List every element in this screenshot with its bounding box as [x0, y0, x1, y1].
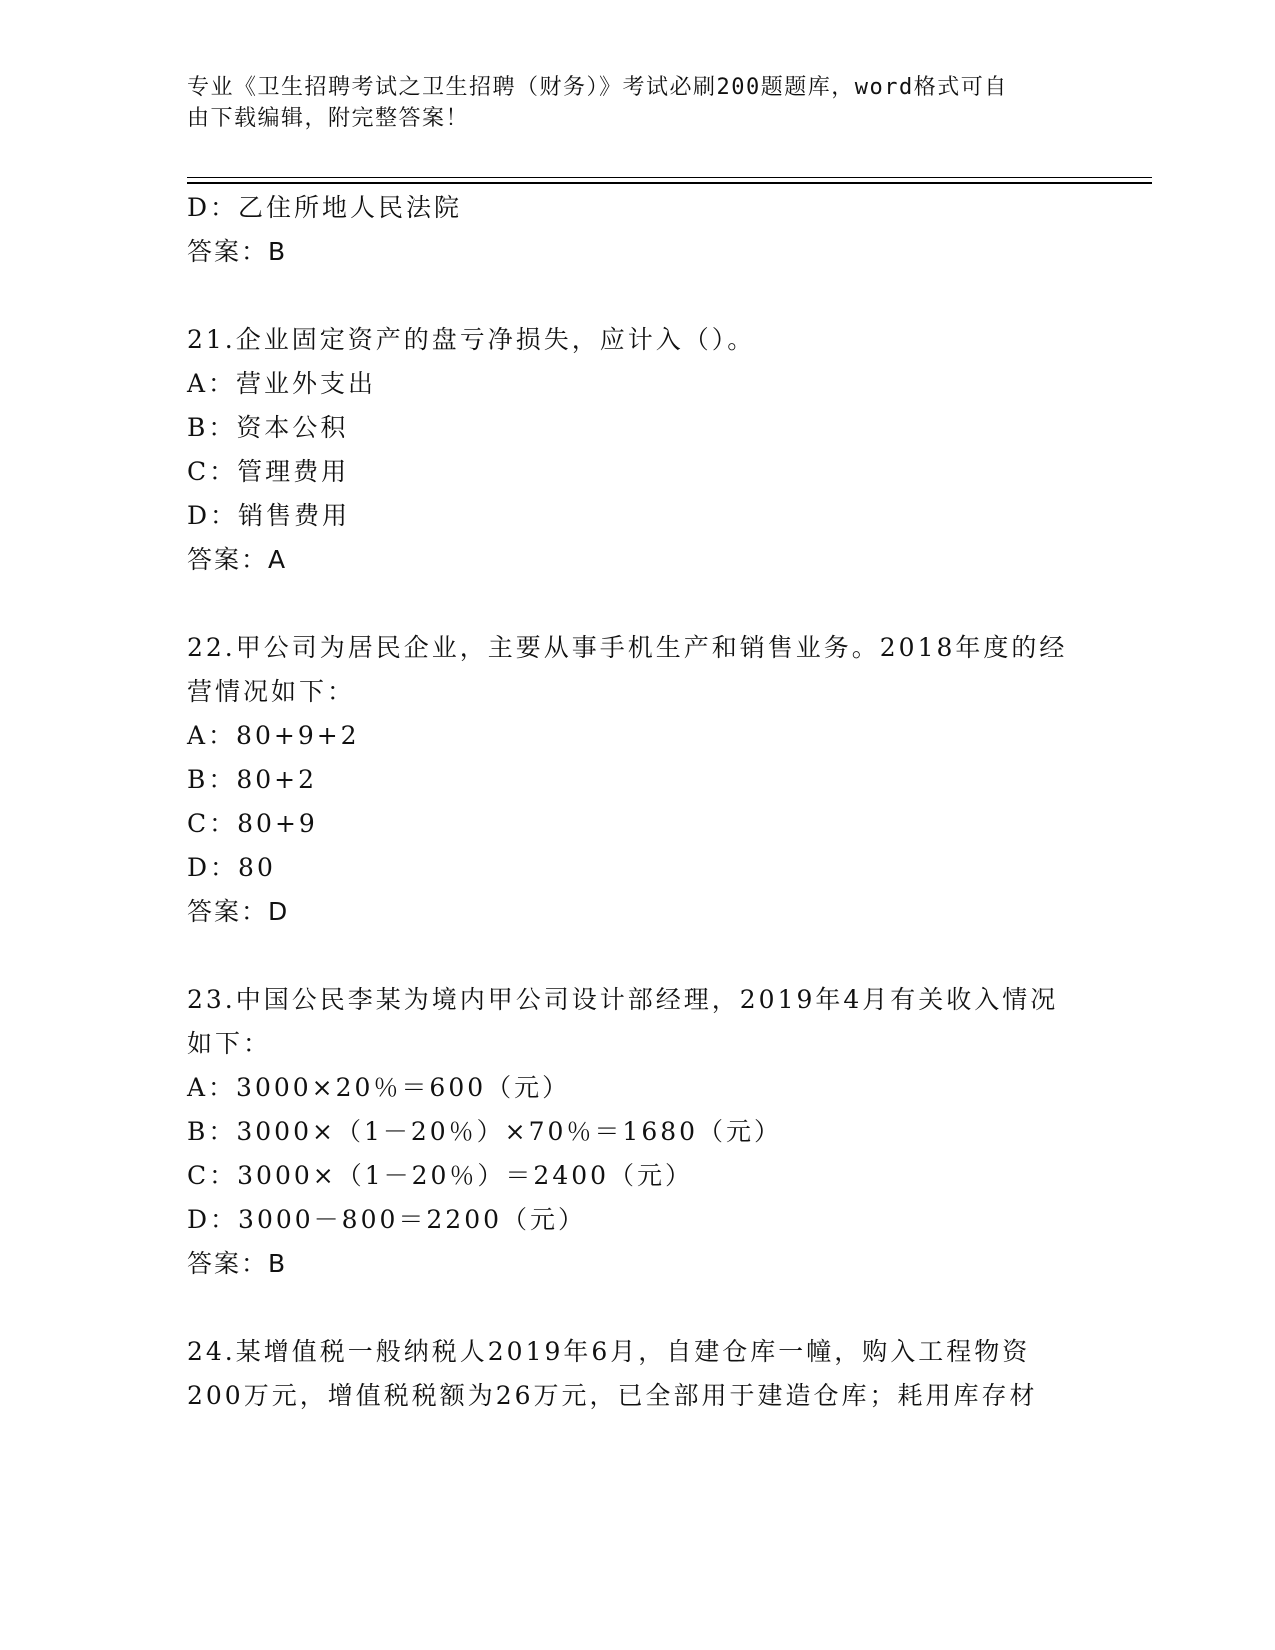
q23-option-a: A：3000×20％＝600（元）	[187, 1073, 571, 1102]
header-line-1: 专业《卫生招聘考试之卫生招聘（财务）》考试必刷200题题库，word格式可自	[187, 75, 1008, 100]
q21-option-c: C：管理费用	[187, 457, 350, 486]
q21-option-b: B：资本公积	[187, 413, 349, 442]
q22-stem-line-1: 22.甲公司为居民企业，主要从事手机生产和销售业务。2018年度的经	[187, 633, 1068, 662]
q21-stem: 21.企业固定资产的盘亏净损失，应计入（）。	[187, 325, 756, 354]
q20-option-d: D：乙住所地人民法院	[187, 193, 463, 222]
q23-option-d: D：3000－800＝2200（元）	[187, 1205, 587, 1234]
q23-option-b: B：3000×（1－20％）×70％＝1680（元）	[187, 1117, 783, 1146]
q23-stem-line-1: 23.中国公民李某为境内甲公司设计部经理，2019年4月有关收入情况	[187, 985, 1059, 1014]
q21-option-a: A：营业外支出	[187, 369, 377, 398]
q23-option-c: C：3000×（1－20％）＝2400（元）	[187, 1161, 694, 1190]
q23-answer: 答案：B	[187, 1249, 288, 1278]
q21-option-d: D：销售费用	[187, 501, 351, 530]
q24-stem-line-1: 24.某增值税一般纳税人2019年6月，自建仓库一幢，购入工程物资	[187, 1337, 1031, 1366]
q20-answer: 答案：B	[187, 237, 288, 266]
q22-option-c: C：80+9	[187, 809, 318, 838]
header-rule-thin	[187, 177, 1152, 178]
q23-stem-line-2: 如下：	[187, 1029, 272, 1058]
q22-answer: 答案：D	[187, 897, 290, 926]
document-header	[187, 72, 1067, 134]
q22-stem-line-2: 营情况如下：	[187, 677, 356, 706]
q22-option-a: A：80+9+2	[187, 721, 360, 750]
q22-option-d: D：80	[187, 853, 276, 882]
q21-answer: 答案：A	[187, 545, 288, 574]
header-rule-thick	[187, 182, 1152, 184]
header-line-2: 由下载编辑，附完整答案！	[187, 106, 470, 131]
q22-option-b: B：80+2	[187, 765, 318, 794]
q24-stem-line-2: 200万元，增值税税额为26万元，已全部用于建造仓库；耗用库存材	[187, 1381, 1038, 1410]
